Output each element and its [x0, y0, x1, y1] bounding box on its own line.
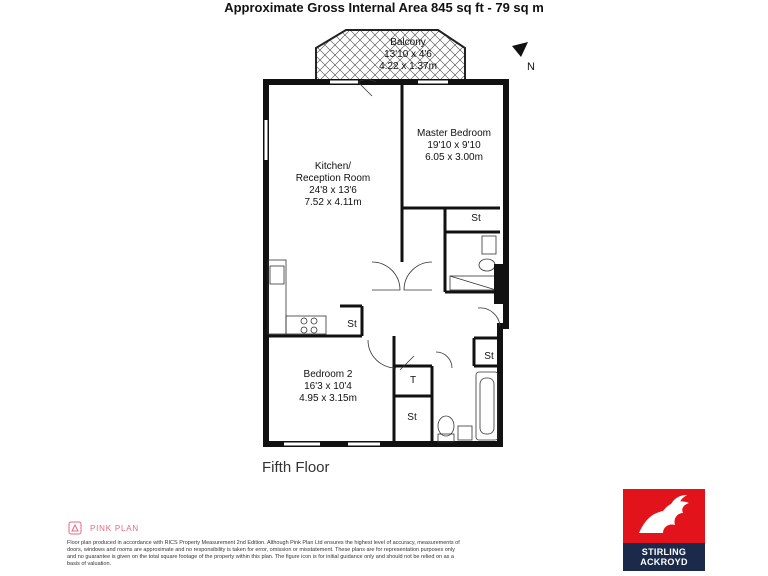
bedroom2-imperial: 16'3 x 10'4 [304, 381, 352, 392]
wall-pillar [494, 264, 506, 304]
bedroom2-name: Bedroom 2 [303, 369, 353, 380]
agent-logo [623, 489, 705, 571]
north-arrow-icon [512, 42, 528, 57]
kitchen-counter [268, 260, 326, 334]
master-bedroom-label [417, 128, 491, 164]
disclaimer-text: Floor plan produced in accordance with RICS Property Measurement 2nd Edition. Although Pink Plan Ltd ensures the highest level of accuracy, measurements of doors, windows and rooms are approximate and no responsibility is taken for error, omission or misstatement. These plans are for representation purposes only and no guarantee is given on the total square footage of the property within this plan. The figure icon is for initial guidance only and should not be relied on as a basis of valuation. [67, 540, 460, 567]
north-label: N [527, 61, 535, 73]
balcony-metric: 4.22 x 1.37m [379, 61, 437, 72]
store-label-hall: St [484, 351, 494, 362]
master-bedroom-name: Master Bedroom [417, 128, 491, 139]
tank-label: T [409, 375, 417, 386]
kitchen-imperial: 24'8 x 13'6 [309, 185, 357, 196]
page-title: Approximate Gross Internal Area 845 sq ft - 79 sq m [224, 0, 544, 15]
store-label-master: St [471, 213, 481, 224]
ensuite-fixtures [450, 236, 496, 290]
store-label-bedroom2: St [407, 412, 417, 423]
pink-plan-logo-icon [69, 522, 81, 534]
kitchen-label [296, 161, 370, 209]
balcony-imperial: 13'10 x 4'6 [384, 49, 432, 60]
master-bedroom-metric: 6.05 x 3.00m [425, 152, 483, 163]
balcony-label [379, 37, 437, 73]
floor-label: Fifth Floor [262, 459, 330, 476]
bedroom2-label [299, 369, 357, 405]
brand-name: PINK PLAN [90, 524, 139, 533]
kitchen-metric: 7.52 x 4.11m [304, 197, 362, 208]
kitchen-name-line1: Kitchen/ [314, 161, 352, 172]
store-label-kitchen: St [347, 319, 357, 330]
agent-name-line2: ACKROYD [640, 557, 688, 567]
master-bedroom-imperial: 19'10 x 9'10 [427, 140, 481, 151]
agent-logo-emblem [623, 489, 705, 543]
bedroom2-metric: 4.95 x 3.15m [299, 393, 357, 404]
agent-logo-text [623, 543, 705, 571]
kitchen-name-line2: Reception Room [295, 173, 371, 184]
agent-name-line1: STIRLING [641, 547, 687, 557]
balcony-name: Balcony [390, 37, 426, 48]
griffin-icon [623, 489, 705, 543]
bathroom-fixtures [438, 372, 498, 442]
